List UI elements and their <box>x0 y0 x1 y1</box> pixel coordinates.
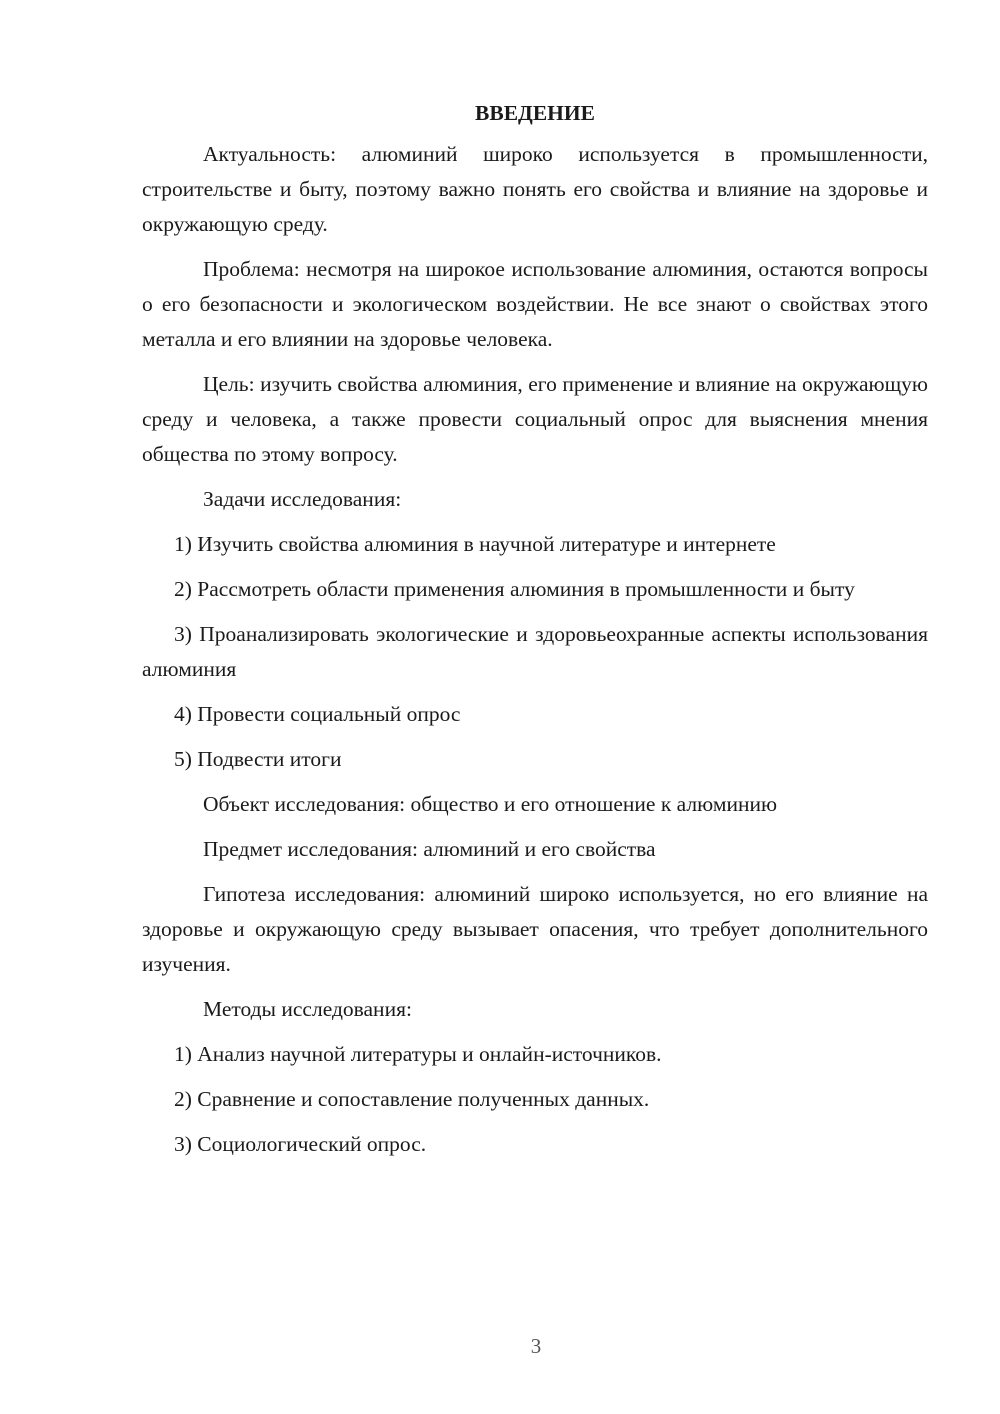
section-title: ВВЕДЕНИЕ <box>475 101 595 125</box>
page-number: 3 <box>530 1334 542 1358</box>
method-item: 2) Сравнение и сопоставление полученных данных. <box>174 1087 650 1111</box>
relevance-paragraph: Актуальность: алюминий широко используется в промышленности, строительстве и быту, поэтому важно понять его свойства и влияние на здоровье и окружающую среду. <box>142 142 928 236</box>
problem-paragraph: Проблема: несмотря на широкое использование алюминия, остаются вопросы о его безопасности и экологическом воздействии. Не все знают о свойствах этого металла и его влиянии на здоровье человека. <box>142 257 928 351</box>
task-item: 1) Изучить свойства алюминия в научной литературе и интернете <box>174 532 776 556</box>
document-page <box>142 96 928 1172</box>
task-item: 5) Подвести итоги <box>174 747 342 771</box>
methods-heading: Методы исследования: <box>203 997 412 1021</box>
object-line: Объект исследования: общество и его отношение к алюминию <box>203 792 778 816</box>
subject-line: Предмет исследования: алюминий и его свойства <box>203 837 656 861</box>
tasks-heading: Задачи исследования: <box>203 487 402 511</box>
goal-paragraph: Цель: изучить свойства алюминия, его применение и влияние на окружающую среду и человека, а также провести социальный опрос для выяснения мнения общества по этому вопросу. <box>142 372 928 466</box>
hypothesis-paragraph: Гипотеза исследования: алюминий широко используется, но его влияние на здоровье и окружающую среду вызывает опасения, что требует дополнительного изучения. <box>142 882 928 976</box>
task-item: 3) Проанализировать экологические и здоровьеохранные аспекты использования алюминия <box>142 622 928 681</box>
method-item: 1) Анализ научной литературы и онлайн-источников. <box>174 1042 662 1066</box>
method-item: 3) Социологический опрос. <box>174 1132 427 1156</box>
task-item: 4) Провести социальный опрос <box>174 702 461 726</box>
task-item: 2) Рассмотреть области применения алюминия в промышленности и быту <box>174 577 855 601</box>
